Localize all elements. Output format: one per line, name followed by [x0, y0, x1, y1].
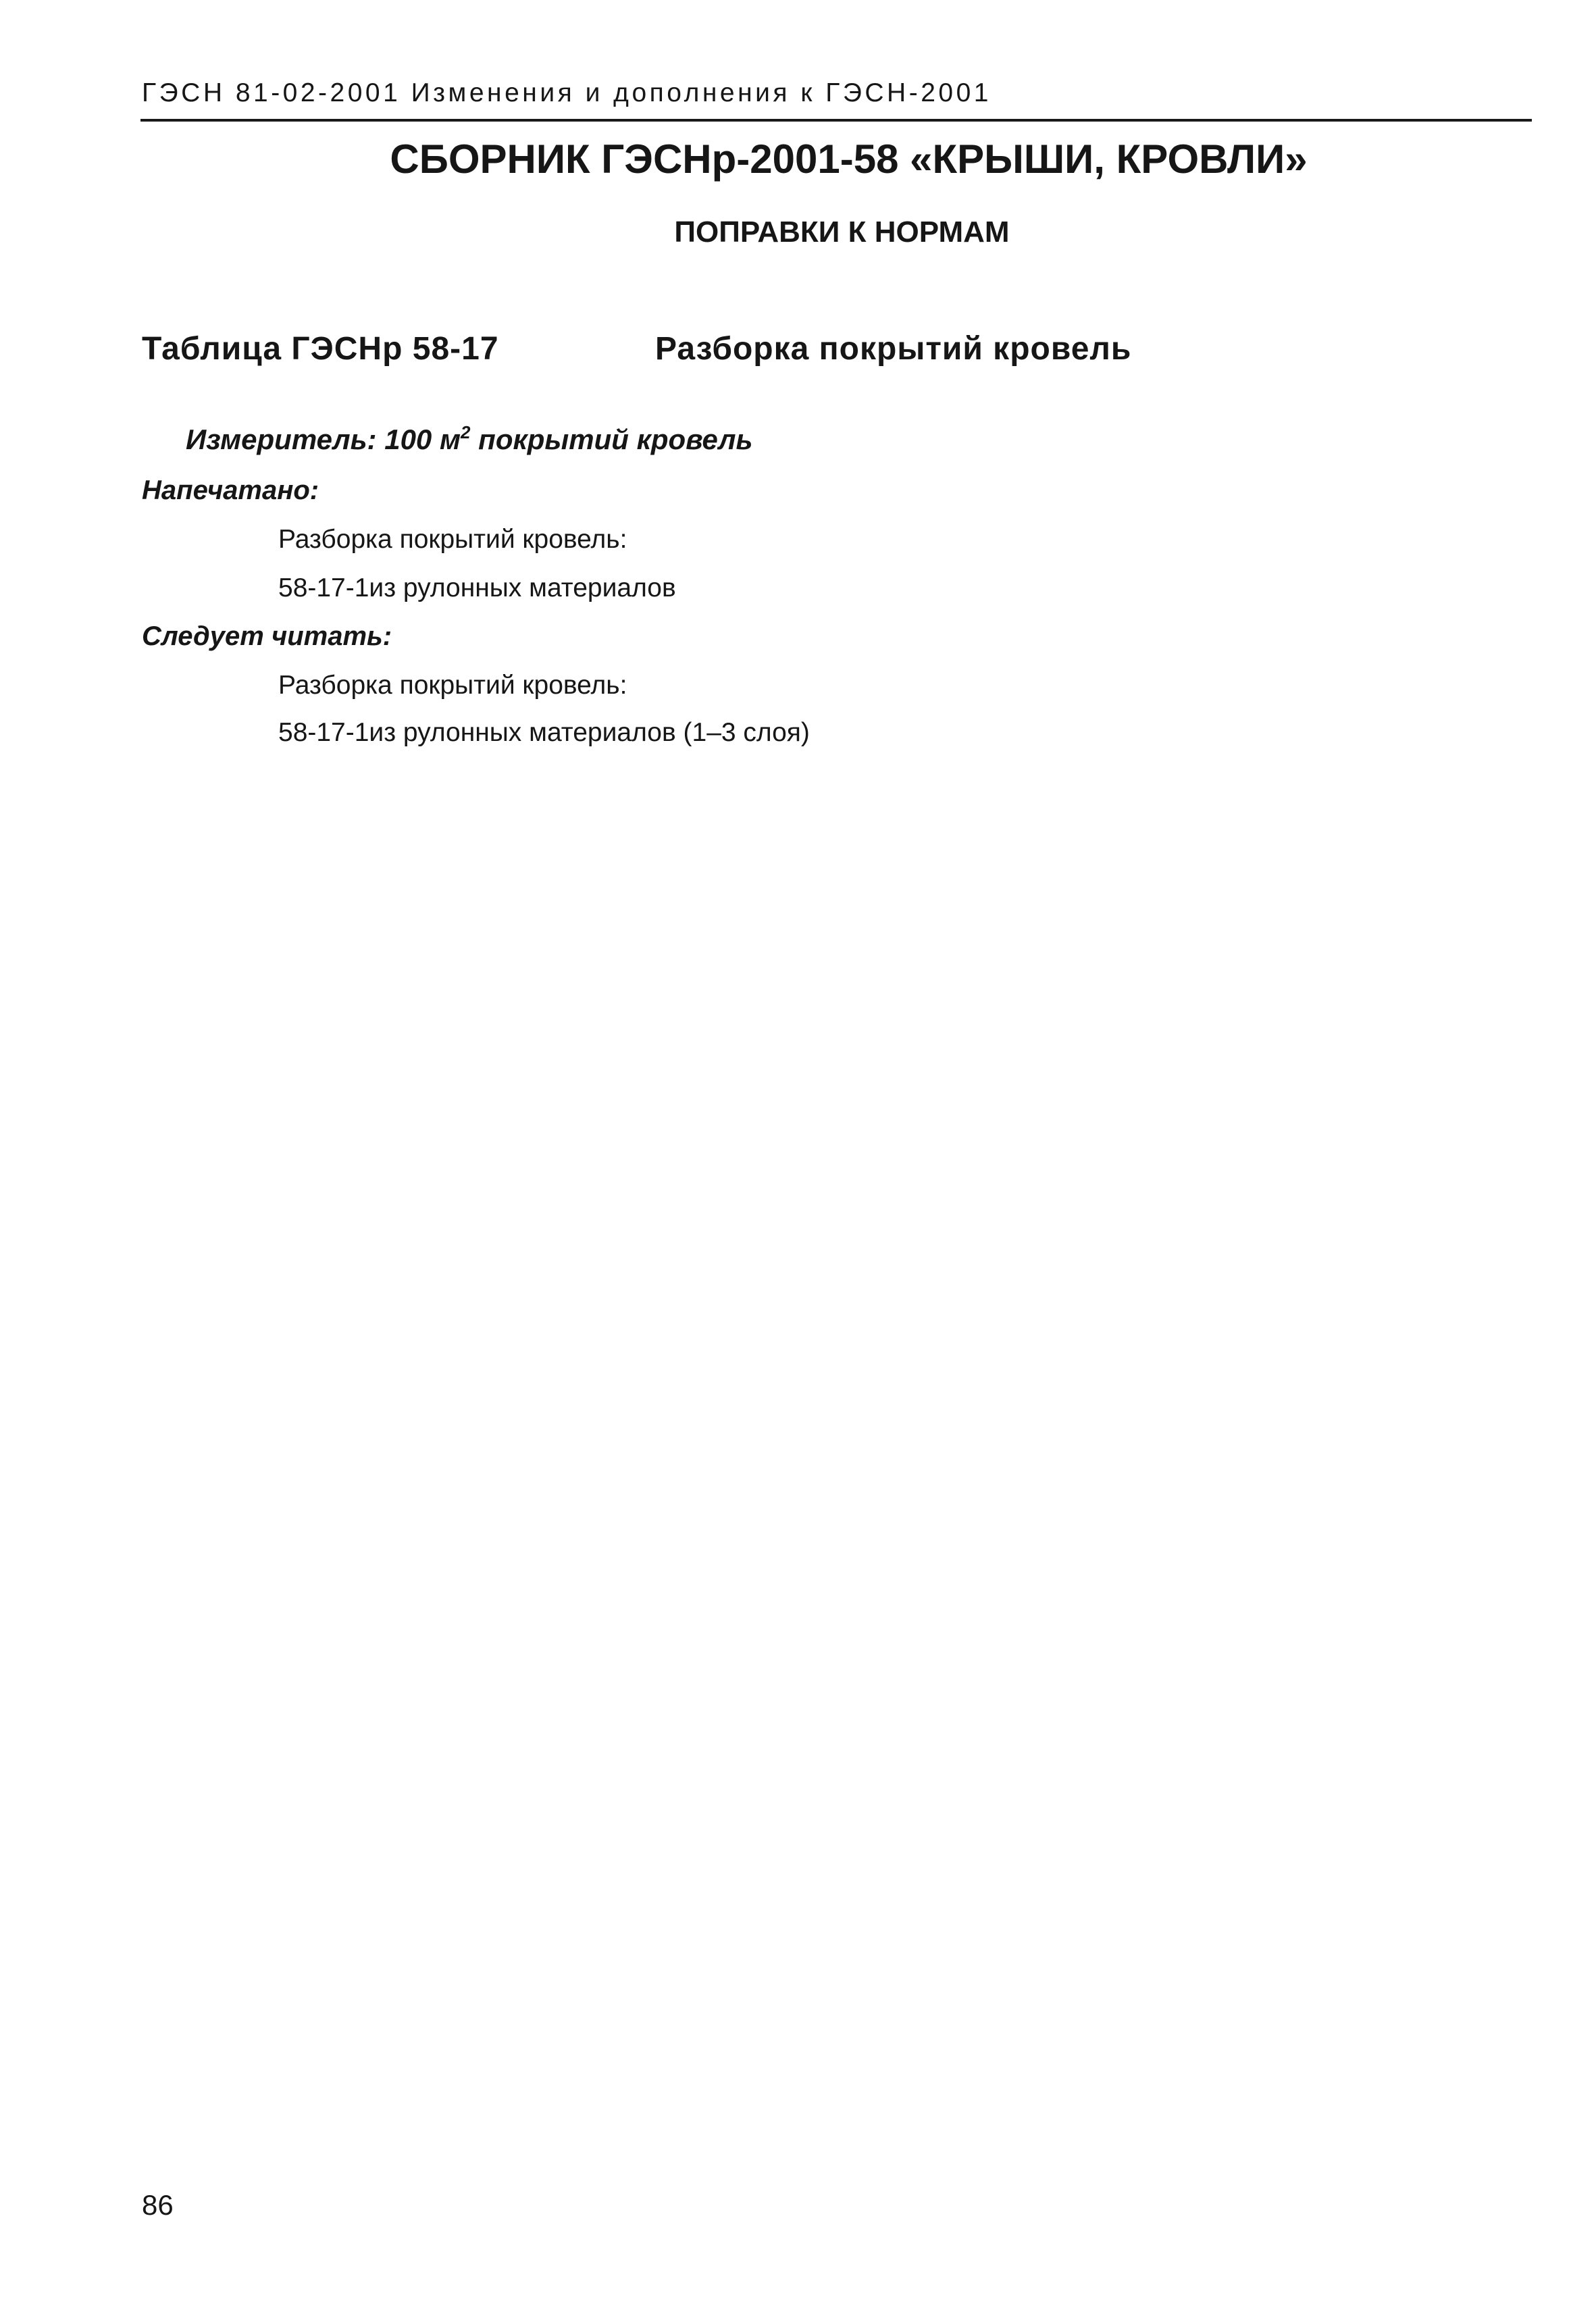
table-label: Таблица ГЭСНр 58-17 [142, 331, 499, 367]
collection-title: СБОРНИК ГЭСНр-2001-58 «КРЫШИ, КРОВЛИ» [390, 136, 1308, 182]
measure-superscript: 2 [461, 422, 471, 442]
measure-unit [186, 423, 752, 457]
should-read-line: 58-17-1из рулонных материалов (1–3 слоя) [278, 718, 810, 747]
table-name: Разборка покрытий кровель [655, 331, 1132, 367]
printed-label: Напечатано: [142, 475, 319, 505]
measure-suffix: покрытий кровель [470, 423, 753, 455]
should-read-line: Разборка покрытий кровель: [278, 671, 627, 700]
printed-line: Разборка покрытий кровель: [278, 525, 627, 554]
header-rule [140, 119, 1532, 122]
section-title: ПОПРАВКИ К НОРМАМ [674, 215, 1010, 249]
running-header: ГЭСН 81-02-2001 Изменения и дополнения к ГЭСН-2001 [142, 78, 992, 107]
should-read-label: Следует читать: [142, 621, 392, 651]
measure-prefix: Измеритель: 100 м [186, 423, 461, 455]
printed-line: 58-17-1из рулонных материалов [278, 573, 676, 602]
page-number: 86 [142, 2189, 174, 2221]
